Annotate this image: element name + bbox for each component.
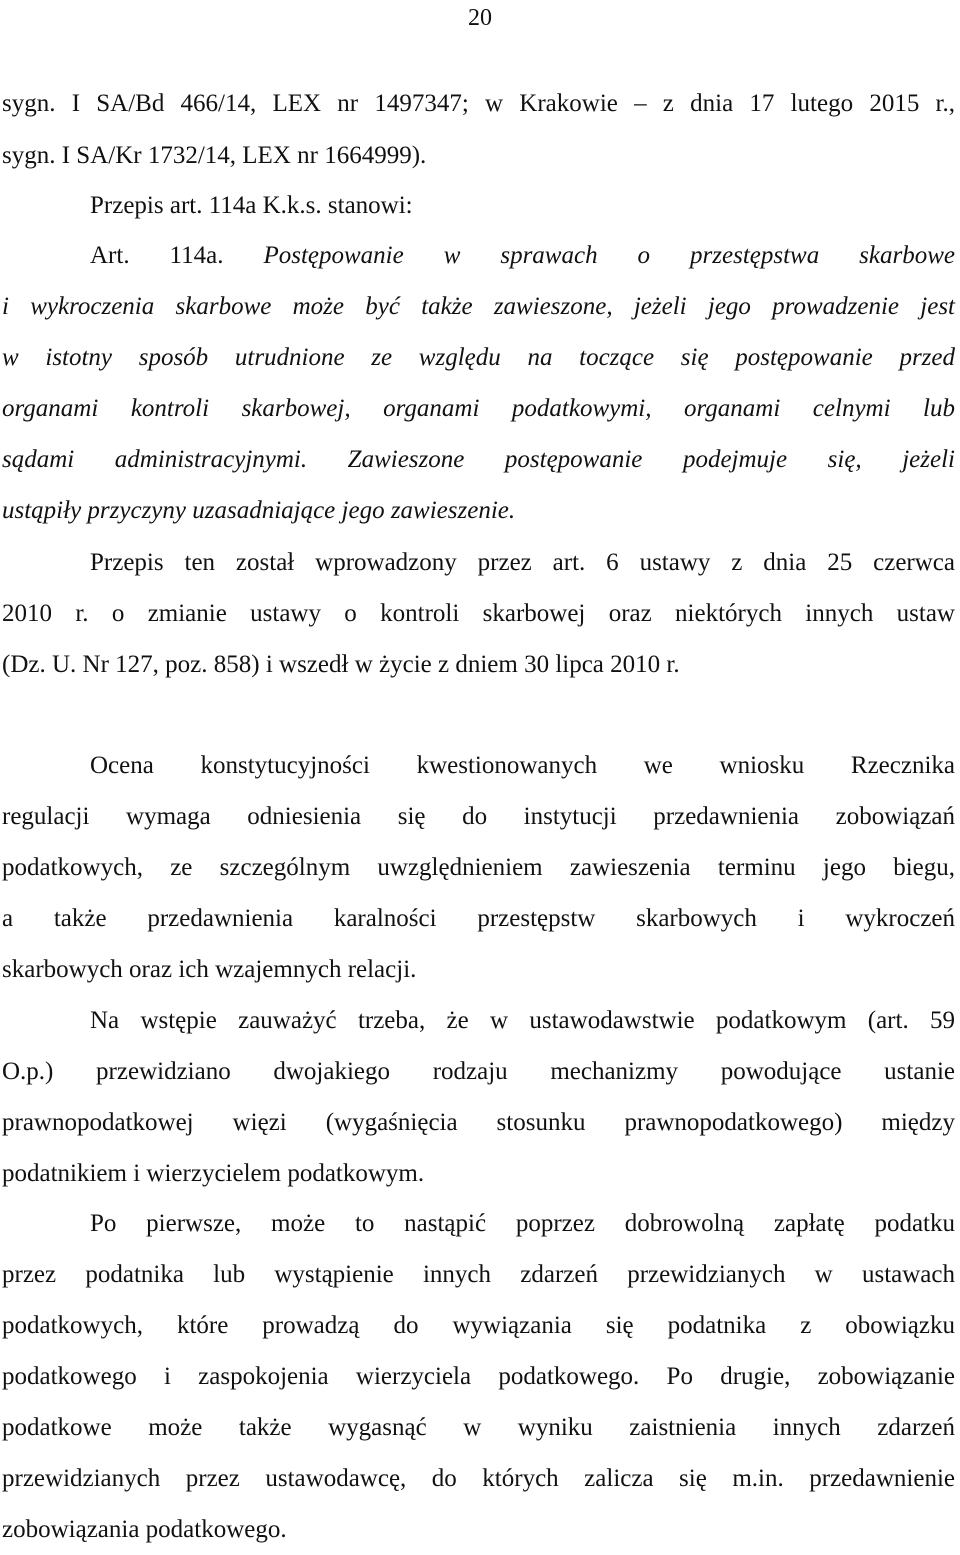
paragraph-line: Po pierwsze, może to nastąpić poprzez dobrowolną zapłatę podatku bbox=[90, 1210, 955, 1237]
paragraph-line: Ocena konstytucyjności kwestionowanych we wniosku Rzecznika bbox=[90, 752, 955, 779]
intro-paragraph bbox=[2, 180, 955, 231]
quote-line: sądami administracyjnymi. Zawieszone postępowanie podejmuje się, jeżeli bbox=[2, 446, 955, 473]
paragraph bbox=[2, 995, 955, 1199]
paragraph-line: podatkowych, które prowadzą do wywiązania się podatnika z obowiązku bbox=[2, 1312, 955, 1339]
paragraph bbox=[2, 1198, 955, 1555]
paragraph-line: zobowiązania podatkowego. bbox=[2, 1516, 287, 1543]
quoted-article bbox=[2, 230, 955, 536]
paragraph-line: a także przedawnienia karalności przestępstw skarbowych i wykroczeń bbox=[2, 905, 955, 932]
paragraph-line: podatkowego i zaspokojenia wierzyciela podatkowego. Po drugie, zobowiązanie bbox=[2, 1363, 955, 1390]
paragraph-line: podatkowe może także wygasnąć w wyniku zaistnienia innych zdarzeń bbox=[2, 1414, 955, 1441]
paragraph-line: przewidzianych przez ustawodawcę, do których zalicza się m.in. przedawnienie bbox=[2, 1465, 955, 1492]
quote-line: Postępowanie w sprawach o przestępstwa skarbowe bbox=[263, 242, 956, 269]
citation-line: sygn. I SA/Bd 466/14, LEX nr 1497347; w Krakowie – z dnia 17 lutego 2015 r., bbox=[2, 90, 955, 117]
provision-note bbox=[2, 537, 955, 690]
paragraph-line: skarbowych oraz ich wzajemnych relacji. bbox=[2, 956, 417, 983]
paragraph-line: przez podatnika lub wystąpienie innych zdarzeń przewidzianych w ustawach bbox=[2, 1261, 955, 1288]
note-line: Przepis ten został wprowadzony przez art. 6 ustawy z dnia 25 czerwca bbox=[90, 549, 955, 576]
note-line: (Dz. U. Nr 127, poz. 858) i wszedł w życie z dniem 30 lipca 2010 r. bbox=[2, 651, 680, 678]
citation-line: sygn. I SA/Kr 1732/14, LEX nr 1664999). bbox=[2, 141, 427, 169]
intro-line: Przepis art. 114a K.k.s. stanowi: bbox=[90, 192, 413, 219]
paragraph-line: podatkowych, ze szczególnym uwzględnieniem zawieszenia terminu jego biegu, bbox=[2, 854, 955, 881]
article-number: Art. 114a. bbox=[90, 242, 224, 269]
paragraph-line: O.p.) przewidziano dwojakiego rodzaju mechanizmy powodujące ustanie bbox=[2, 1058, 955, 1085]
quote-line: i wykroczenia skarbowe może być także zawieszone, jeżeli jego prowadzenie jest bbox=[2, 293, 955, 320]
page-number: 20 bbox=[468, 5, 492, 31]
paragraph-line: prawnopodatkowej więzi (wygaśnięcia stosunku prawnopodatkowego) między bbox=[2, 1109, 955, 1136]
quote-line: organami kontroli skarbowej, organami podatkowymi, organami celnymi lub bbox=[2, 395, 955, 422]
paragraph bbox=[2, 740, 955, 995]
paragraph-line: podatnikiem i wierzycielem podatkowym. bbox=[2, 1160, 425, 1187]
quote-line: w istotny sposób utrudnione ze względu na toczące się postępowanie przed bbox=[2, 344, 955, 371]
citation-text bbox=[2, 78, 955, 181]
quote-first-line bbox=[2, 230, 955, 281]
note-line: 2010 r. o zmianie ustawy o kontroli skarbowej oraz niektórych innych ustaw bbox=[2, 600, 955, 627]
quote-line: ustąpiły przyczyny uzasadniające jego zawieszenie. bbox=[2, 497, 516, 524]
paragraph-line: Na wstępie zauważyć trzeba, że w ustawodawstwie podatkowym (art. 59 bbox=[90, 1007, 955, 1034]
paragraph-line: regulacji wymaga odniesienia się do instytucji przedawnienia zobowiązań bbox=[2, 803, 955, 830]
